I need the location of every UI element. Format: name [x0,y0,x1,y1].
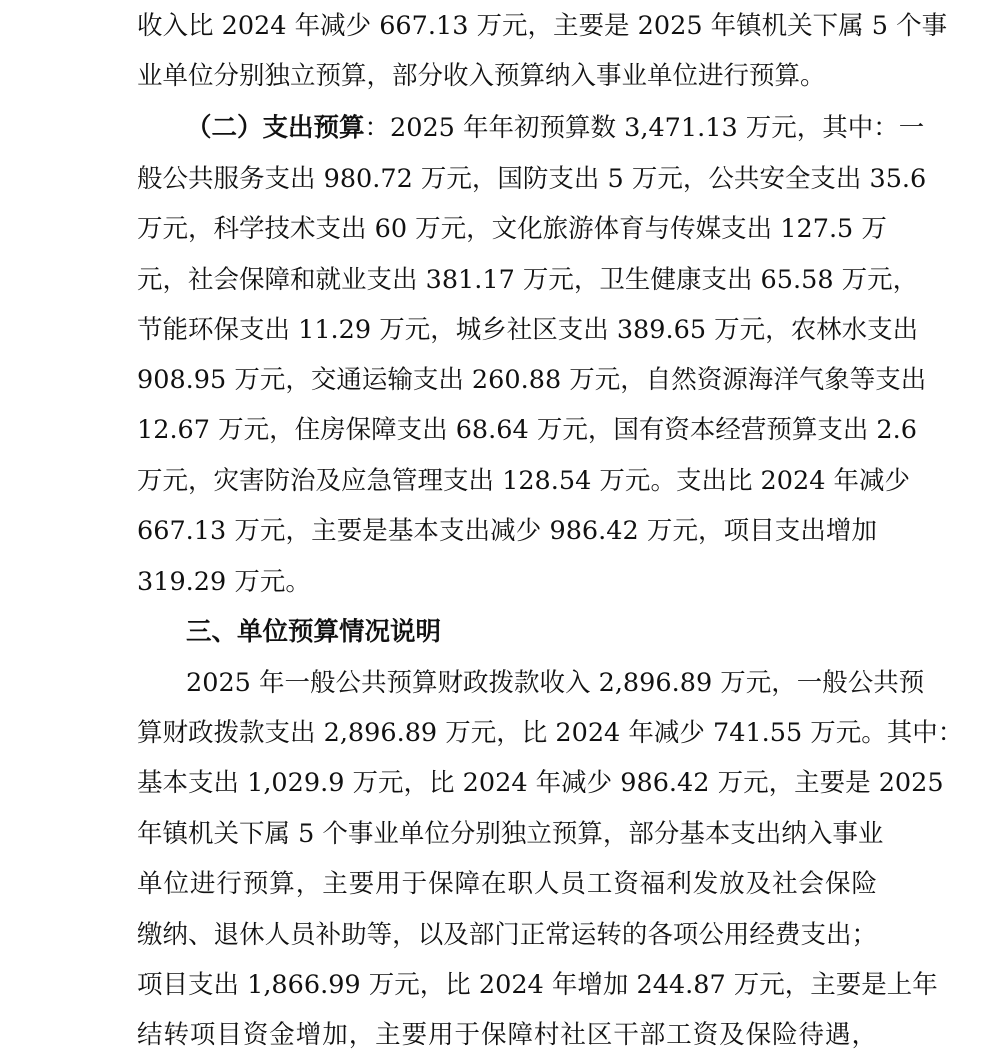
income-tail-line-1: 收入比 2024 年减少 667.13 万元，主要是 2025 年镇机关下属 5 个事 [137,11,948,41]
unit-budget-line-5: 单位进行预算，主要用于保障在职人员工资福利发放及社会保险 [137,869,877,899]
unit-budget-line-6: 缴纳、退休人员补助等，以及部门正常运转的各项公用经费支出； [137,920,877,950]
unit-budget-line-1: 2025 年一般公共预算财政拨款收入 2,896.89 万元，一般公共预 [186,668,925,698]
unit-budget-line-2: 算财政拨款支出 2,896.89 万元，比 2024 年减少 741.55 万元。其中： [137,718,964,748]
expense-line-7: 12.67 万元，住房保障支出 68.64 万元，国有资本经营预算支出 2.6 [137,415,917,445]
unit-budget-line-4: 年镇机关下属 5 个事业单位分别独立预算，部分基本支出纳入事业 [137,819,884,849]
expense-line-5: 节能环保支出 11.29 万元，城乡社区支出 389.65 万元，农林水支出 [137,315,919,345]
section-three-heading: 三、单位预算情况说明 [186,617,442,647]
expense-line-1-rest: ：2025 年年初预算数 3,471.13 万元，其中：一 [364,113,925,143]
income-tail-line-2: 业单位分别独立预算，部分收入预算纳入事业单位进行预算。 [137,61,826,91]
expense-line-3: 万元，科学技术支出 60 万元，文化旅游体育与传媒支出 127.5 万 [137,214,887,244]
expense-line-9: 667.13 万元，主要是基本支出减少 986.42 万元，项目支出增加 [137,516,877,546]
expense-line-6: 908.95 万元，交通运输支出 260.88 万元，自然资源海洋气象等支出 [137,365,927,395]
unit-budget-line-7: 项目支出 1,866.99 万元，比 2024 年增加 244.87 万元，主要是上年 [137,970,938,1000]
unit-budget-line-3: 基本支出 1,029.9 万元，比 2024 年减少 986.42 万元，主要是 2025 [137,768,944,798]
expense-line-10: 319.29 万元。 [137,567,311,597]
expense-line-1 [186,111,925,145]
expense-section-label: （二）支出预算 [186,113,365,143]
expense-line-2: 般公共服务支出 980.72 万元，国防支出 5 万元，公共安全支出 35.6 [137,164,927,194]
expense-line-4: 元，社会保障和就业支出 381.17 万元，卫生健康支出 65.58 万元， [137,265,919,295]
expense-line-8: 万元，灾害防治及应急管理支出 128.54 万元。支出比 2024 年减少 [137,466,911,496]
unit-budget-line-8: 结转项目资金增加，主要用于保障村社区干部工资及保险待遇， [137,1020,877,1050]
